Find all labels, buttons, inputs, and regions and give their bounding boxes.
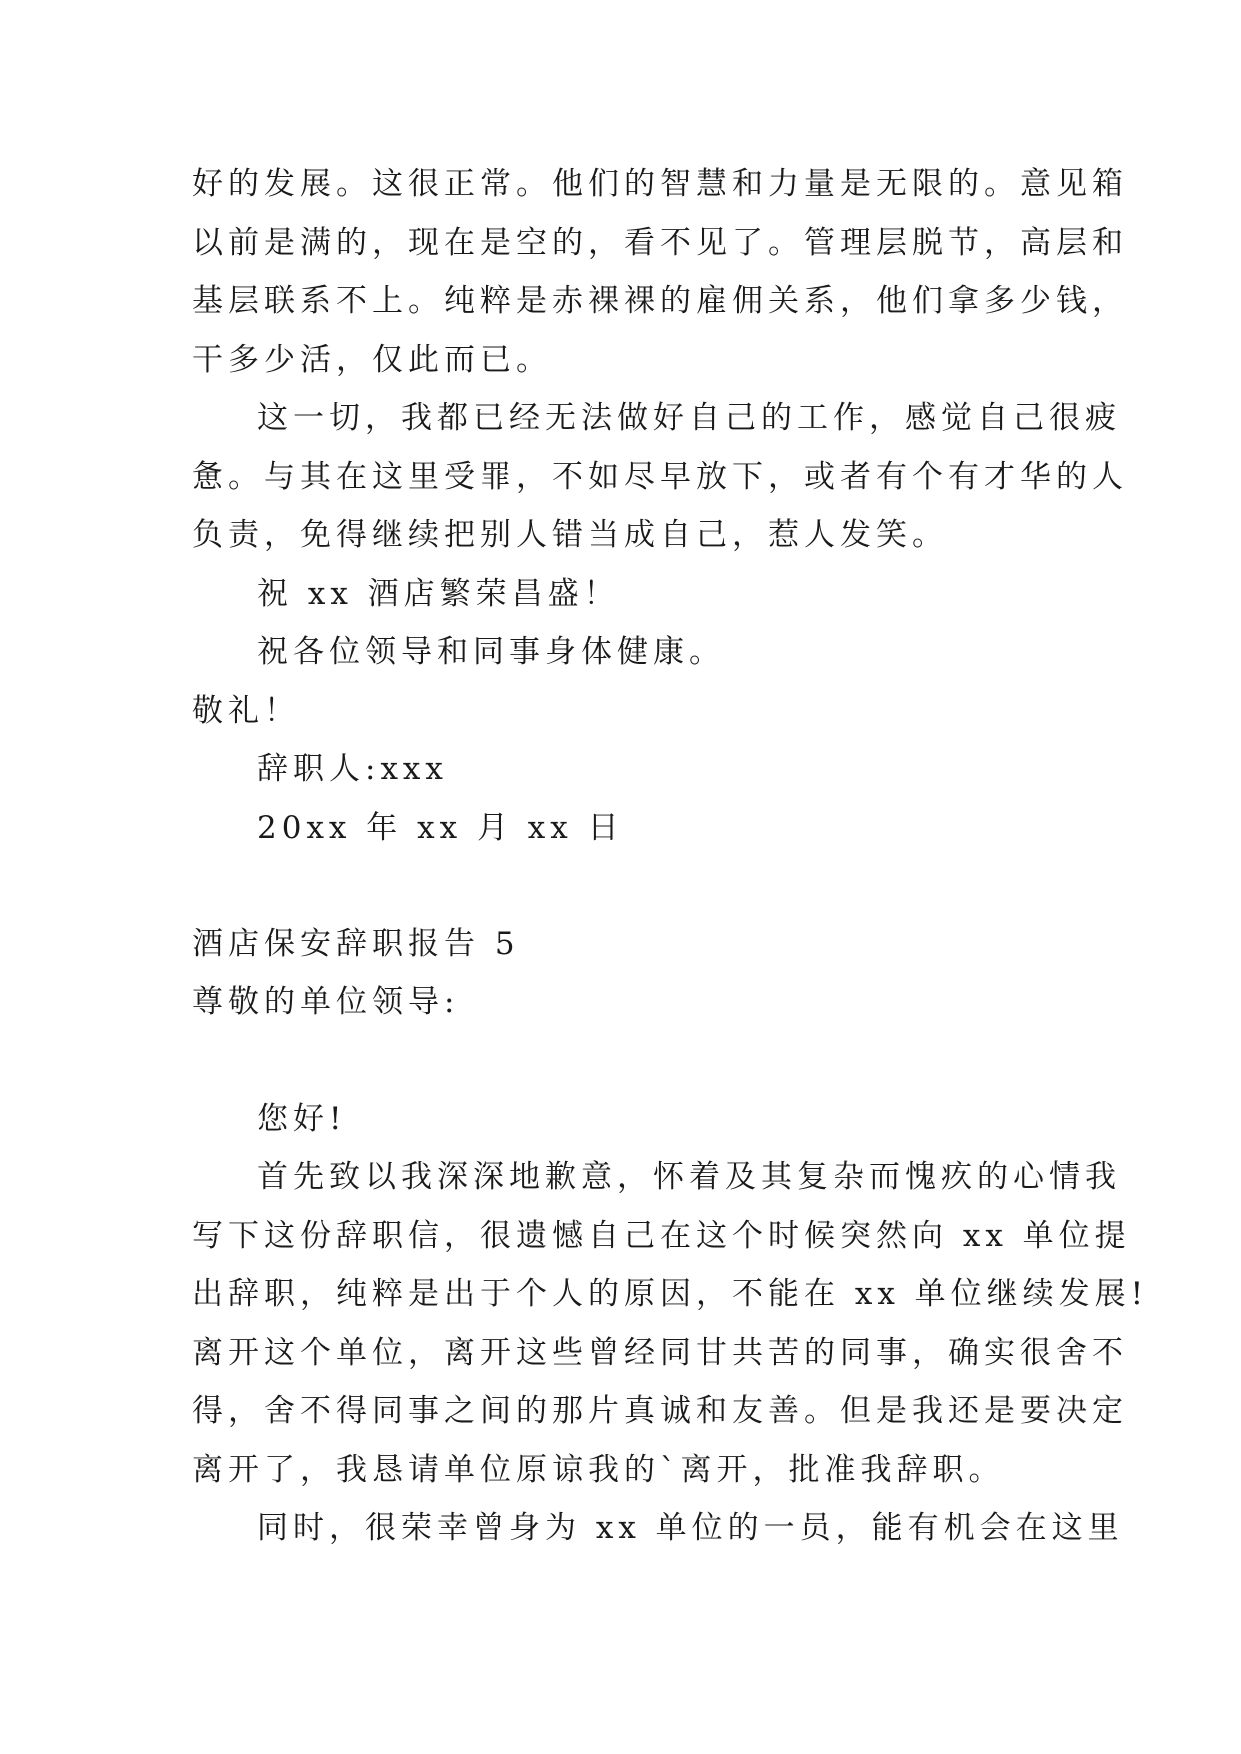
body-line: 离开了，我恳请单位原谅我的`离开，批准我辞职。 (192, 1452, 1005, 1488)
paragraph-line: 首先致以我深深地歉意，怀着及其复杂而愧疚的心情我 (257, 1159, 1121, 1195)
wish-line: 祝各位领导和同事身体健康。 (257, 634, 725, 670)
body-line: 好的发展。这很正常。他们的智慧和力量是无限的。意见箱 (192, 166, 1128, 202)
body-line: 以前是满的，现在是空的，看不见了。管理层脱节，高层和 (192, 225, 1128, 261)
salutation: 敬礼！ (192, 693, 300, 729)
body-line: 负责，免得继续把别人错当成自己，惹人发笑。 (192, 517, 948, 553)
body-line: 出辞职，纯粹是出于个人的原因，不能在 xx 单位继续发展! (192, 1276, 1149, 1312)
signature-name: 辞职人:xxx (257, 751, 448, 787)
paragraph-line: 这一切，我都已经无法做好自己的工作，感觉自己很疲 (257, 400, 1121, 436)
body-line: 基层联系不上。纯粹是赤裸裸的雇佣关系，他们拿多少钱， (192, 283, 1128, 319)
body-line: 离开这个单位，离开这些曾经同甘共苦的同事，确实很舍不 (192, 1335, 1128, 1371)
section-title: 酒店保安辞职报告 5 (192, 926, 520, 962)
body-line: 写下这份辞职信，很遗憾自己在这个时候突然向 xx 单位提 (192, 1218, 1131, 1254)
body-line: 干多少活，仅此而已。 (192, 342, 552, 378)
letter-hello: 您好! (257, 1101, 347, 1137)
body-line: 得，舍不得同事之间的那片真诚和友善。但是我还是要决定 (192, 1393, 1128, 1429)
letter-greeting: 尊敬的单位领导: (192, 984, 460, 1020)
paragraph-line: 同时，很荣幸曾身为 xx 单位的一员，能有机会在这里 (257, 1510, 1124, 1546)
body-line: 惫。与其在这里受罪，不如尽早放下，或者有个有才华的人 (192, 459, 1128, 495)
wish-line: 祝 xx 酒店繁荣昌盛！ (257, 576, 620, 612)
signature-date: 20xx 年 xx 月 xx 日 (257, 810, 624, 846)
